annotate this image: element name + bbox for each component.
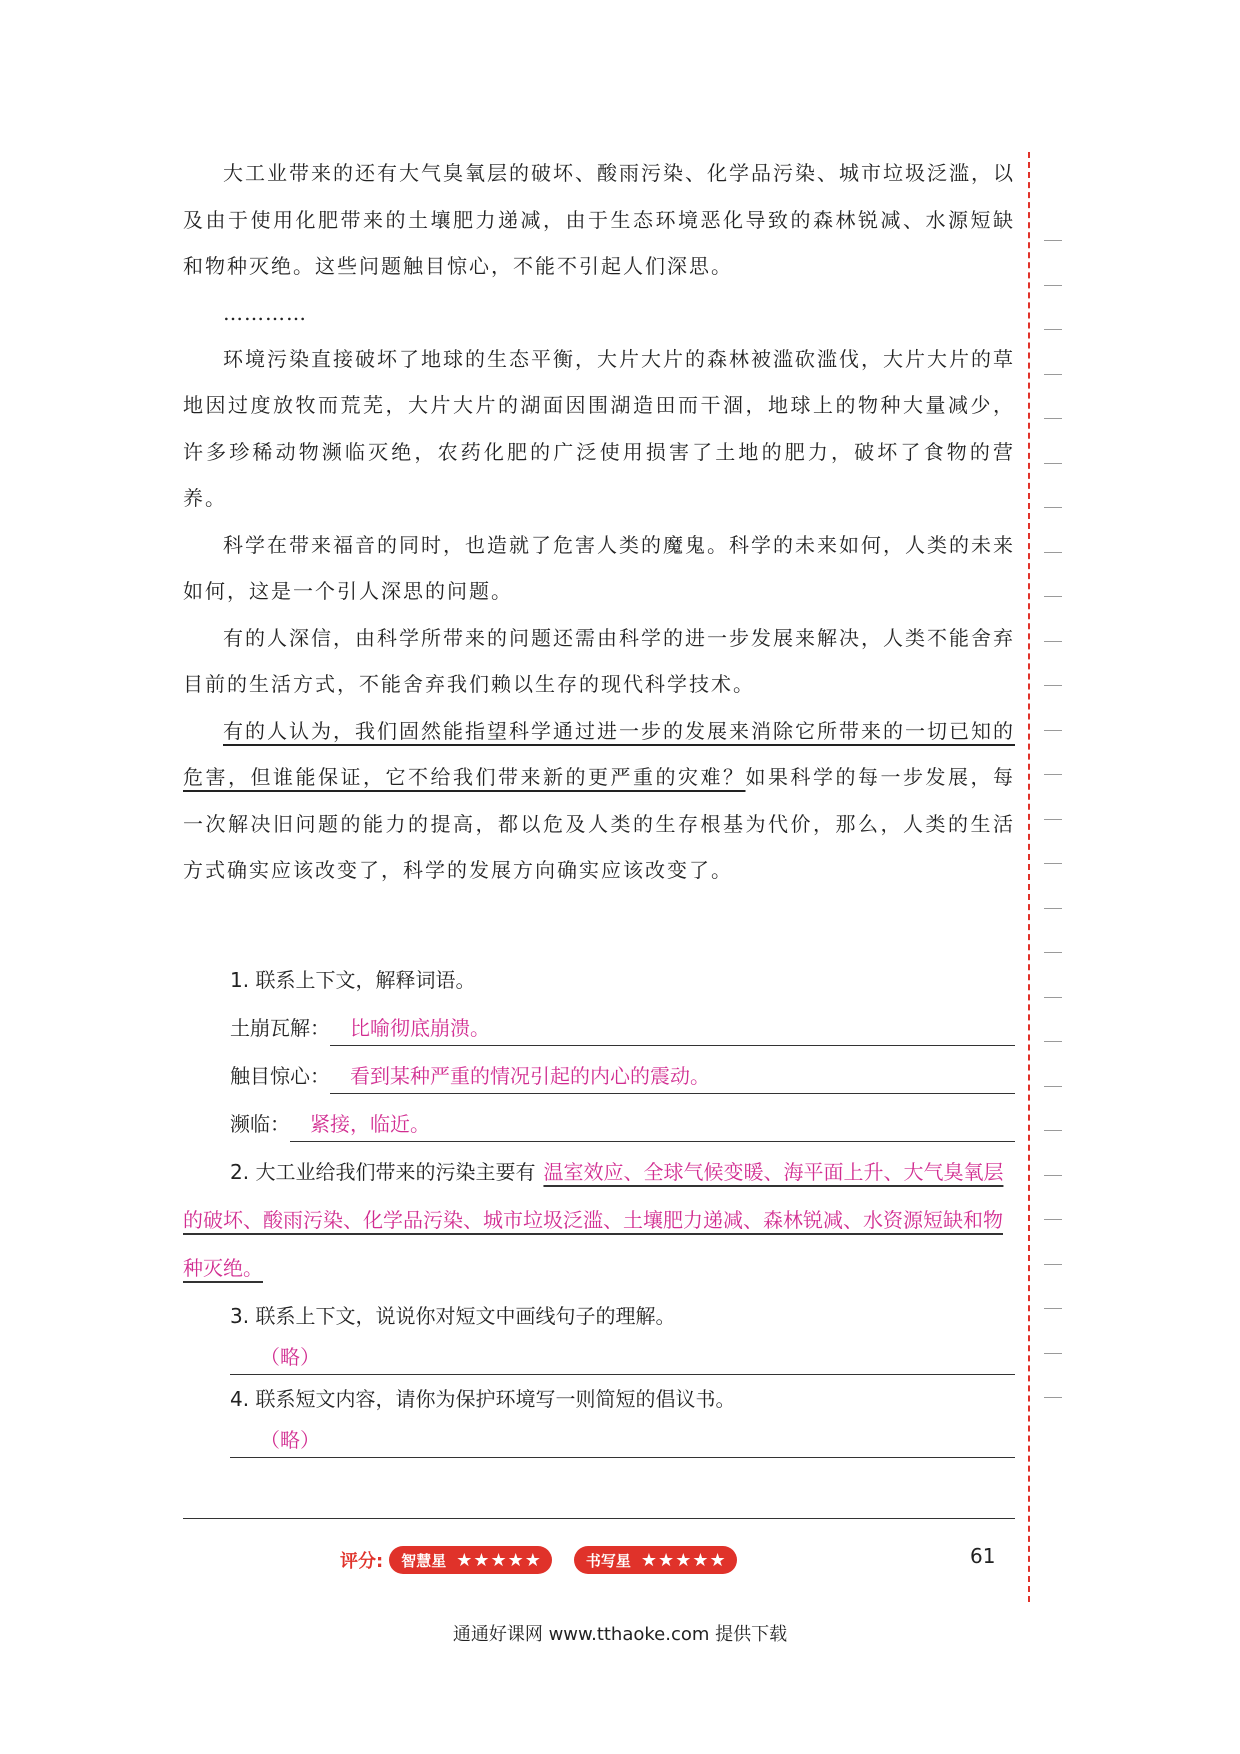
term-row <box>183 1100 1015 1148</box>
bottom-divider <box>183 1518 1015 1519</box>
answer-field[interactable]: 比喻彻底崩溃。 <box>330 1011 1015 1046</box>
question-4-answer[interactable]: （略） <box>230 1423 1015 1458</box>
paragraph-5-rest: 如果科学的每一步发展，每一次解决旧问题的能力的提高，都以危及人类的生存根基为代价，那么，人类的生活方式确实应该改变了，科学的发展方向确实应该改变了。 <box>183 765 1015 882</box>
answer-field[interactable]: 看到某种严重的情况引起的内心的震动。 <box>330 1059 1015 1094</box>
writing-star-pill <box>574 1546 737 1574</box>
passage-paragraph-5 <box>183 708 1015 894</box>
term-label: 触目惊心： <box>230 1064 330 1088</box>
wisdom-star-label: 智慧星 <box>401 1551 447 1570</box>
wisdom-star-pill <box>389 1546 552 1574</box>
score-bar <box>340 1546 737 1574</box>
question-3: 3. 联系上下文，说说你对短文中画线句子的理解。 <box>230 1304 676 1328</box>
reading-passage <box>183 150 1015 894</box>
passage-paragraph-1: 大工业带来的还有大气臭氧层的破坏、酸雨污染、化学品污染、城市垃圾泛滥，以及由于使用化肥带来的土壤肥力递减，由于生态环境恶化导致的森林锐减、水源短缺和物种灭绝。这些问题触目惊心，不能不引起人们深思。 <box>183 161 1015 278</box>
question-2-answer[interactable]: 温室效应、全球气候变暖、海平面上升、大气臭氧层的破坏、酸雨污染、化学品污染、城市垃圾泛滥、土壤肥力递减、森林锐减、水资源短缺和物种灭绝。 <box>183 1160 1004 1280</box>
question-3-answer[interactable]: （略） <box>230 1340 1015 1375</box>
term-row <box>183 1004 1015 1052</box>
star-icons: ★★★★★ <box>456 1549 542 1571</box>
passage-paragraph-4: 有的人深信，由科学所带来的问题还需由科学的进一步发展来解决，人类不能舍弃目前的生活方式，不能舍弃我们赖以生存的现代科学技术。 <box>183 625 1015 696</box>
question-4: 4. 联系短文内容，请你为保护环境写一则简短的倡议书。 <box>230 1387 736 1411</box>
page-number: 61 <box>970 1544 996 1568</box>
passage-ellipsis: ………… <box>223 300 307 325</box>
question-1: 1. 联系上下文，解释词语。 <box>230 968 476 992</box>
margin-ticks <box>1044 240 1062 1442</box>
writing-star-label: 书写星 <box>585 1551 631 1570</box>
term-label: 土崩瓦解： <box>230 1016 330 1040</box>
question-2-prompt: 2. 大工业给我们带来的污染主要有 <box>230 1160 536 1184</box>
footer-credit: 通通好课网 www.tthaoke.com 提供下载 <box>452 1624 788 1645</box>
binding-dashed-line <box>1028 152 1030 1602</box>
term-row <box>183 1052 1015 1100</box>
question-2 <box>183 1148 1015 1292</box>
score-label: 评分: <box>340 1551 384 1572</box>
star-icons: ★★★★★ <box>640 1549 727 1571</box>
underlined-sentence: 有的人认为，我们固然能指望科学通过进一步的发展来消除它所带来的一切已知的危害，但谁能保证，它不给我们带来新的更严重的灾难？ <box>183 718 1015 789</box>
passage-paragraph-2: 环境污染直接破坏了地球的生态平衡，大片大片的森林被滥砍滥伐，大片大片的草地因过度放牧而荒芜，大片大片的湖面因围湖造田而干涸，地球上的物种大量减少，许多珍稀动物濒临灭绝，农药化肥的广泛使用损害了土地的肥力，破坏了食物的营养。 <box>183 346 1015 510</box>
passage-paragraph-3: 科学在带来福音的同时，也造就了危害人类的魔鬼。科学的未来如何，人类的未来如何，这是一个引人深思的问题。 <box>183 532 1015 603</box>
answer-field[interactable]: 紧接，临近。 <box>290 1107 1015 1142</box>
term-label: 濒临： <box>230 1112 290 1136</box>
questions-section <box>183 956 1015 1458</box>
